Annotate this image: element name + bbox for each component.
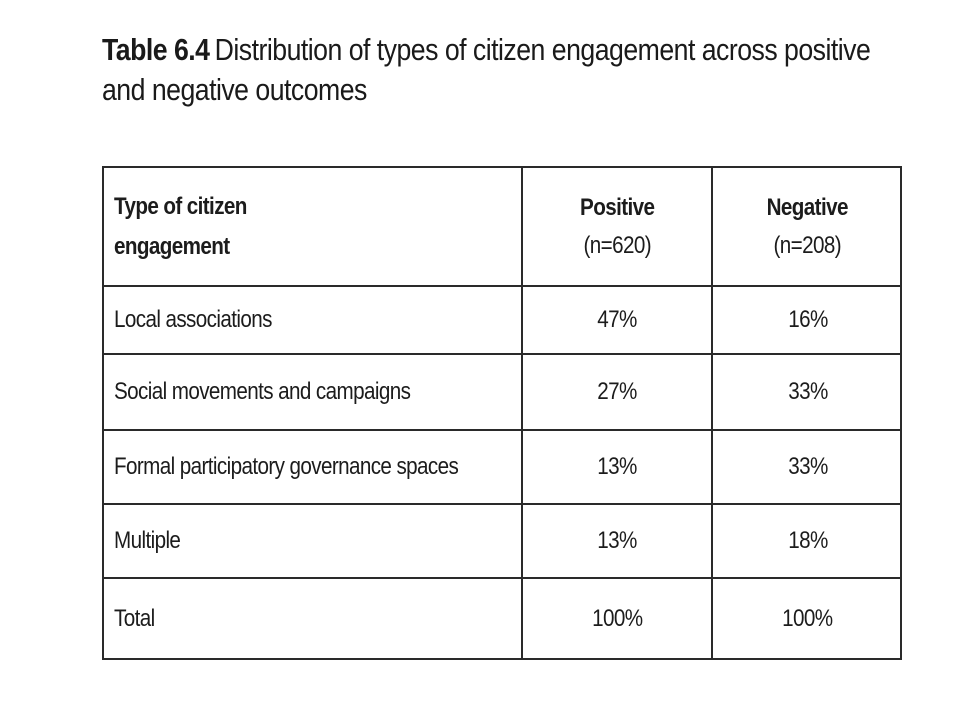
header-type-line-1: Type of citizen bbox=[114, 192, 247, 220]
caption-line-1 bbox=[102, 30, 871, 70]
table-row bbox=[104, 504, 902, 578]
row-positive-cell bbox=[522, 578, 712, 658]
table-number: Table 6.4 bbox=[102, 32, 210, 67]
row-negative-cell bbox=[712, 354, 902, 430]
row-negative: 100% bbox=[782, 604, 833, 632]
table-title-line-2: and negative outcomes bbox=[102, 72, 367, 107]
header-positive-label: Positive bbox=[579, 193, 655, 221]
data-table-container bbox=[102, 166, 902, 660]
table-row bbox=[104, 354, 902, 430]
row-positive-cell bbox=[522, 286, 712, 354]
header-negative bbox=[712, 168, 902, 286]
row-type-cell bbox=[104, 504, 522, 578]
row-negative-cell bbox=[712, 578, 902, 658]
row-negative-cell bbox=[712, 504, 902, 578]
row-type: Formal participatory governance spaces bbox=[114, 453, 459, 480]
table-caption bbox=[102, 30, 871, 110]
row-negative: 33% bbox=[787, 378, 828, 405]
row-negative-cell bbox=[712, 430, 902, 504]
row-type-cell bbox=[104, 286, 522, 354]
header-negative-label: Negative bbox=[766, 193, 849, 221]
row-positive: 100% bbox=[591, 604, 643, 632]
header-type bbox=[104, 168, 522, 286]
row-type-cell bbox=[104, 578, 522, 658]
row-positive: 13% bbox=[597, 453, 637, 480]
row-type: Multiple bbox=[114, 527, 181, 554]
row-positive: 47% bbox=[597, 306, 637, 333]
row-negative: 18% bbox=[787, 527, 828, 554]
data-table bbox=[104, 168, 902, 658]
row-type: Social movements and campaigns bbox=[114, 378, 411, 405]
header-negative-n: (n=208) bbox=[773, 231, 842, 259]
row-type-cell bbox=[104, 354, 522, 430]
table-title-line-1: Distribution of types of citizen engagement across positive bbox=[214, 32, 871, 67]
row-positive: 27% bbox=[597, 378, 637, 405]
row-type: Local associations bbox=[114, 306, 272, 333]
table-row-total bbox=[104, 578, 902, 658]
table-header-row bbox=[104, 168, 902, 286]
table-row bbox=[104, 430, 902, 504]
row-negative: 16% bbox=[787, 306, 828, 333]
row-type: Total bbox=[114, 604, 155, 632]
row-negative: 33% bbox=[787, 453, 828, 480]
header-positive-n: (n=620) bbox=[583, 231, 651, 259]
row-type-cell bbox=[104, 430, 522, 504]
row-positive-cell bbox=[522, 504, 712, 578]
header-type-line-2: engagement bbox=[114, 232, 230, 260]
row-negative-cell bbox=[712, 286, 902, 354]
table-row bbox=[104, 286, 902, 354]
header-positive bbox=[522, 168, 712, 286]
row-positive-cell bbox=[522, 354, 712, 430]
row-positive-cell bbox=[522, 430, 712, 504]
row-positive: 13% bbox=[597, 527, 637, 554]
